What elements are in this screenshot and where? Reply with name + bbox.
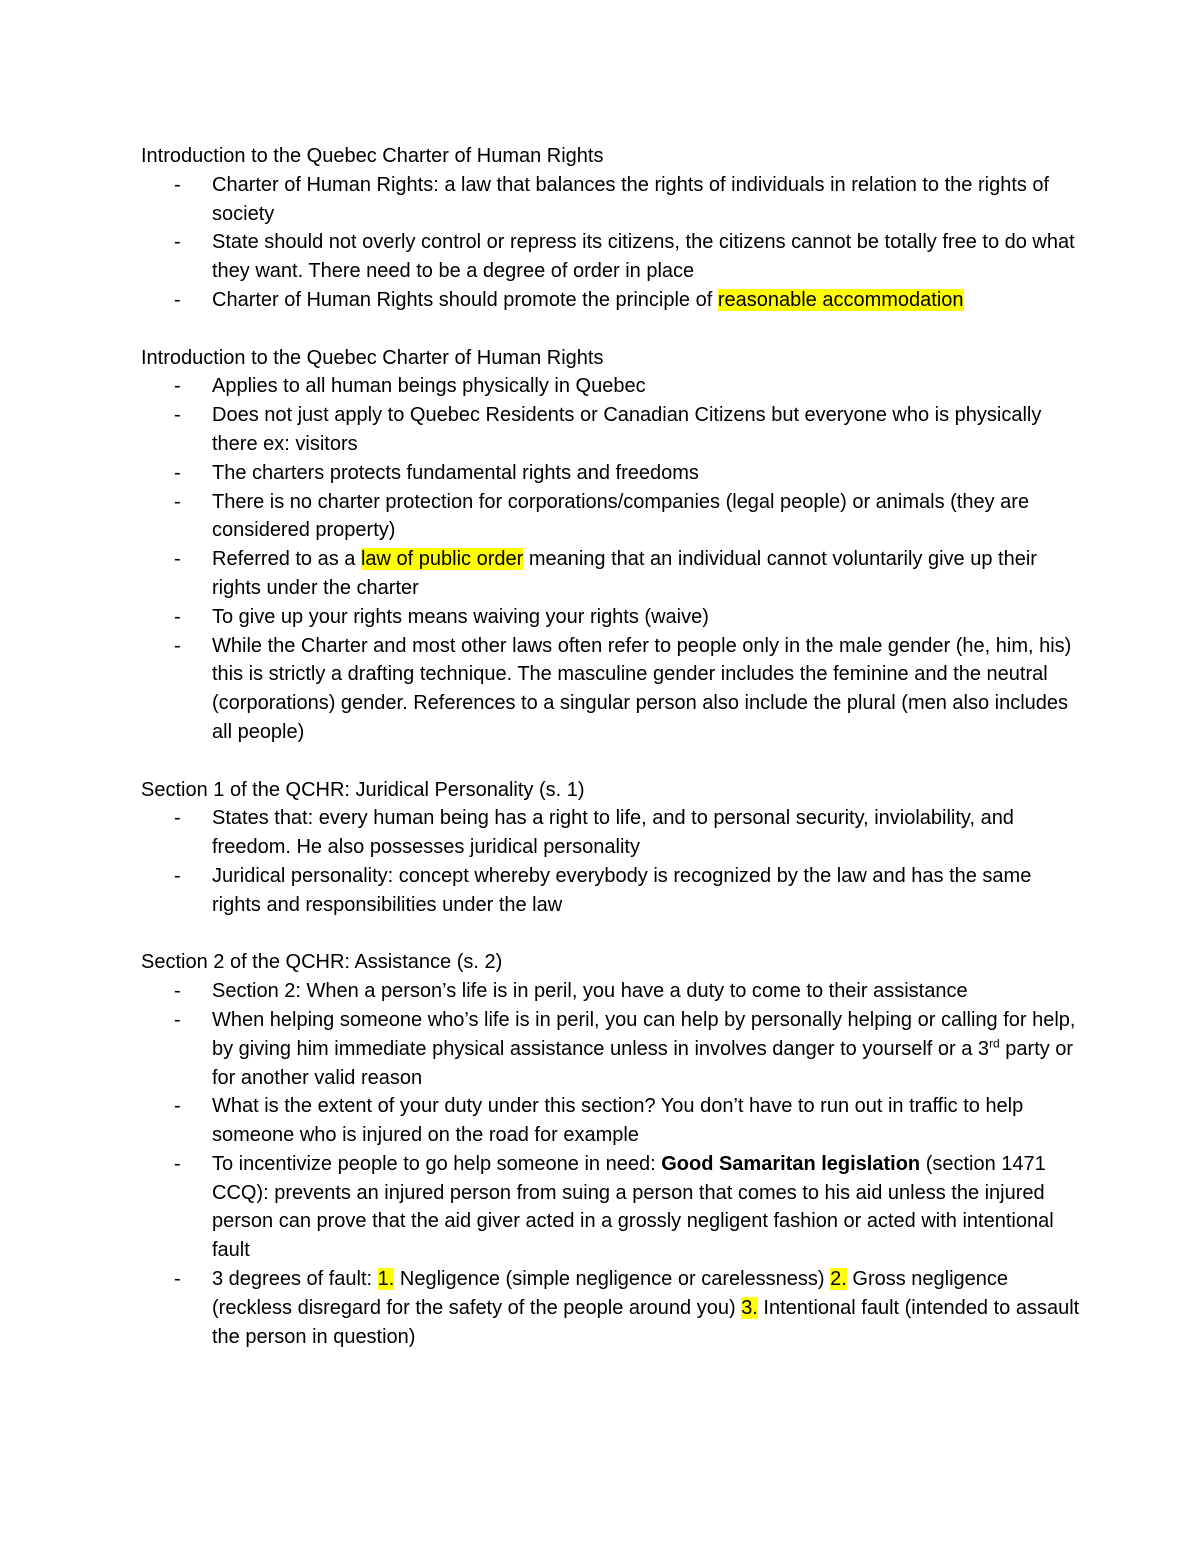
list-item	[141, 488, 1081, 546]
superscript: rd	[989, 1036, 1000, 1051]
list-item	[141, 171, 1081, 229]
bullet-text: 3 degrees of fault:	[212, 1268, 378, 1291]
list-item	[141, 977, 1081, 1006]
document-page	[141, 142, 1081, 1380]
bullet-text: Gross negligence (reckless disregard for the safety of the people around you)	[212, 1268, 1009, 1319]
list-item	[141, 228, 1081, 286]
bullet-text: Does not just apply to Quebec Residents or Canadian Citizens but everyone who is physically there ex: visitors	[212, 404, 1042, 455]
list-item	[141, 1265, 1081, 1351]
bullet-text: Referred to as a	[212, 548, 361, 571]
bullet-text: The charters protects fundamental rights and freedoms	[212, 461, 699, 484]
list-item	[141, 459, 1081, 488]
bullet-text: Charter of Human Rights: a law that balances the rights of individuals in relation to the rights of society	[212, 173, 1050, 225]
list-item	[141, 545, 1081, 603]
bullet-text: State should not overly control or repress its citizens, the citizens cannot be totally free to do what they want. There need to be a degree of order in place	[212, 231, 1075, 283]
bullet-text: When helping someone who’s life is in peril, you can help by personally helping or calling for help, by giving him immediate physical assistance unless in involves danger to yourself or a 3	[212, 1008, 1076, 1060]
list-item	[141, 286, 1081, 315]
section-intro-2	[141, 344, 1081, 747]
bullet-text: While the Charter and most other laws often refer to people only in the male gender (he, him, his) this is strictly a drafting technique. The masculine gender includes the feminine and the neutral (corporations) gender. References to a singular person also include the plural (men also includes all people)	[212, 634, 1072, 743]
section-intro-1	[141, 142, 1081, 315]
highlighted-number: 1.	[377, 1268, 395, 1291]
list-item	[141, 804, 1081, 862]
bullet-text: States that: every human being has a right to life, and to personal security, inviolability, and freedom. He also possesses juridical personality	[212, 807, 1014, 859]
bullet-text: Applies to all human beings physically in Quebec	[212, 375, 646, 398]
bullet-text: Negligence (simple negligence or carelessness)	[394, 1268, 831, 1291]
highlighted-term: law of public order	[360, 548, 524, 571]
bullet-list	[141, 171, 1081, 315]
highlighted-term: reasonable accommodation	[717, 288, 964, 311]
list-item	[141, 401, 1081, 459]
highlighted-number: 2.	[830, 1268, 847, 1291]
bullet-text: Section 2: When a person’s life is in peril, you have a duty to come to their assistance	[212, 980, 968, 1003]
bullet-text: What is the extent of your duty under this section? You don’t have to run out in traffic to help someone who is injured on the road for example	[212, 1095, 1024, 1147]
bullet-text: There is no charter protection for corporations/companies (legal people) or animals (they are considered property)	[212, 490, 1030, 542]
list-item	[141, 862, 1081, 920]
section-heading: Section 1 of the QCHR: Juridical Personality (s. 1)	[141, 778, 585, 801]
highlighted-number: 3.	[741, 1296, 758, 1319]
list-item	[141, 603, 1081, 632]
bullet-text: meaning that an individual cannot voluntarily give up their rights under the charter	[212, 548, 1037, 599]
bullet-text: Charter of Human Rights should promote the principle of	[212, 288, 718, 311]
section-heading: Introduction to the Quebec Charter of Human Rights	[141, 145, 604, 167]
bullet-list	[141, 804, 1081, 919]
bullet-text: Juridical personality: concept whereby everybody is recognized by the law and has the same rights and responsibilities under the law	[212, 864, 1032, 916]
section-heading: Introduction to the Quebec Charter of Human Rights	[141, 346, 604, 369]
bullet-list	[141, 372, 1081, 746]
bullet-text: (section 1471 CCQ): prevents an injured person from suing a person that comes to his aid unless the injured person can prove that the aid giver acted in a grossly negligent fashion or acted with intentional fault	[212, 1152, 1054, 1262]
bold-term: Good Samaritan legislation	[661, 1152, 921, 1175]
section-heading: Section 2 of the QCHR: Assistance (s. 2)	[141, 951, 503, 974]
list-item	[141, 1006, 1081, 1092]
section-juridical-personality	[141, 776, 1081, 920]
bullet-text: party or for another valid reason	[212, 1037, 1074, 1089]
bullet-list	[141, 977, 1081, 1351]
bullet-text: To incentivize people to go help someone in need:	[212, 1152, 662, 1175]
list-item	[141, 1092, 1081, 1150]
list-item	[141, 1150, 1081, 1265]
list-item	[141, 372, 1081, 401]
section-assistance	[141, 948, 1081, 1351]
list-item	[141, 632, 1081, 747]
bullet-text: To give up your rights means waiving your rights (waive)	[212, 605, 709, 628]
bullet-text: Intentional fault (intended to assault the person in question)	[212, 1296, 1080, 1348]
